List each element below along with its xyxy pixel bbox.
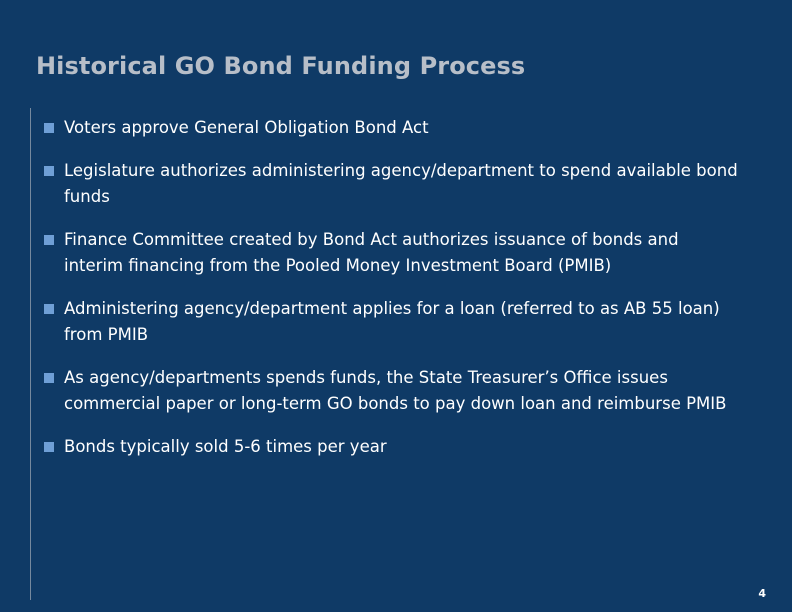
bullet-item: [42, 227, 742, 279]
square-bullet-icon: [44, 373, 54, 383]
bullet-text: Voters approve General Obligation Bond Act: [64, 118, 429, 137]
vertical-divider: [30, 108, 31, 600]
bullet-item: [42, 434, 742, 460]
square-bullet-icon: [44, 166, 54, 176]
page-number: 4: [758, 587, 766, 600]
bullet-list: [42, 115, 742, 477]
bullet-item: [42, 296, 742, 348]
bullet-item: [42, 115, 742, 141]
square-bullet-icon: [44, 304, 54, 314]
bullet-text: As agency/departments spends funds, the State Treasurer’s Office issues commercial paper or long-term GO bonds to pay down loan and reimburse PMIB: [64, 368, 727, 413]
square-bullet-icon: [44, 442, 54, 452]
bullet-item: [42, 158, 742, 210]
bullet-text: Administering agency/department applies for a loan (referred to as AB 55 loan) from PMIB: [64, 299, 720, 344]
bullet-text: Finance Committee created by Bond Act authorizes issuance of bonds and interim financing from the Pooled Money Investment Board (PMIB): [64, 230, 679, 275]
bullet-text: Legislature authorizes administering agency/department to spend available bond funds: [64, 161, 738, 206]
bullet-text: Bonds typically sold 5-6 times per year: [64, 437, 387, 456]
bullet-item: [42, 365, 742, 417]
square-bullet-icon: [44, 123, 54, 133]
slide-title: Historical GO Bond Funding Process: [36, 52, 526, 80]
square-bullet-icon: [44, 235, 54, 245]
